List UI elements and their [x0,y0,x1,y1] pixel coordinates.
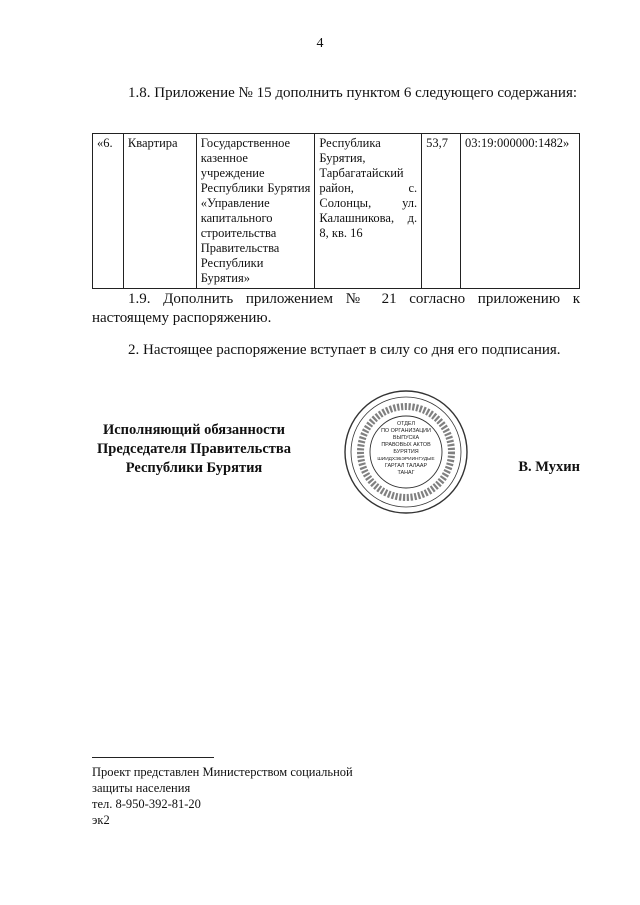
table-cell-cadastral: 03:19:000000:1482» [461,134,580,289]
official-seal [343,389,469,515]
seal-line: ПО ОРГАНИЗАЦИИ [381,428,431,434]
seal-line: ТАНАГ [397,470,415,476]
footnote [92,764,353,812]
seal-line: ГАРГАЛ ТАЛААР [384,463,428,469]
table-cell-area: 53,7 [422,134,461,289]
footnote-line-1: Проект представлен Министерством социальной [92,765,353,779]
footnote-line-3: тел. 8-950-392-81-20 [92,797,201,811]
property-table [92,133,580,289]
seal-line: БУРЯТИЯ [393,449,419,455]
paragraph-1-9: 1.9. Дополнить приложением № 21 согласно приложению к настоящему распоряжению. [92,291,580,326]
document-code: эк2 [92,813,110,827]
paragraph-1-8: 1.8. Приложение № 15 дополнить пунктом 6 следующего содержания: [128,85,578,101]
seal-line: ВЫПУСКА [392,435,420,441]
signatory-name: В. Мухин [518,459,580,475]
signatory-title-line-1: Исполняющий обязанности [102,422,286,438]
signatory-title-line-2: Председателя Правительства [97,441,291,457]
signatory-title [92,421,296,478]
table-cell-number: «6. [93,134,124,289]
footnote-divider [92,757,214,758]
footnote-line-2: защиты населения [92,781,191,795]
table-row [93,134,580,289]
seal-line: ПРАВОВЫХ АКТОВ [381,442,431,448]
page-number: 4 [316,36,324,51]
table-cell-type: Квартира [123,134,196,289]
table-cell-address: Республика Бурятия, Тарбагатайский район, с. Солонцы, ул. Калашникова, д. 8, кв. 16 [315,134,422,289]
signatory-title-line-3: Республики Бурятия [125,460,263,476]
seal-line: ОТДЕЛ [396,421,416,427]
table-cell-holder: Государственное казенное учреждение Республики Бурятия «Управление капитального строительства Правительства Республики Бурятия» [196,134,315,289]
seal-line: ШИИДХЭБЭРИИНГУДЫЕ [377,457,435,462]
paragraph-2: 2. Настоящее распоряжение вступает в силу со дня его подписания. [128,342,561,358]
